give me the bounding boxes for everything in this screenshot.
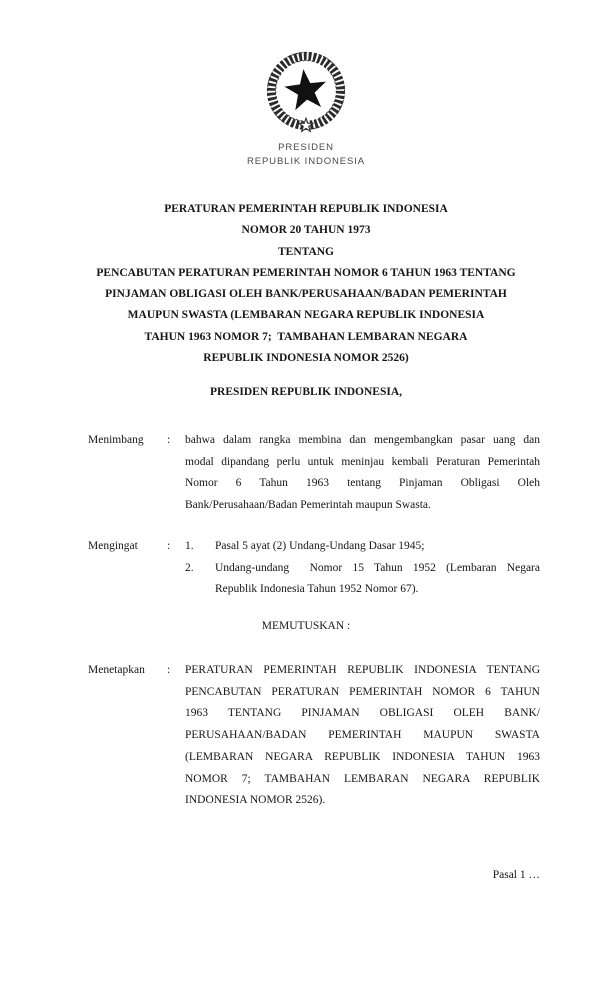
clause-menetapkan xyxy=(88,660,540,812)
clause-body xyxy=(185,536,540,601)
text-line: Bank/Perusahaan/Badan Pemerintah maupun Swasta. xyxy=(185,499,431,512)
text-line: PERATURAN PEMERINTAH REPUBLIK INDONESIA TENTANG xyxy=(185,664,540,676)
text-line: (LEMBARAN NEGARA REPUBLIK INDONESIA TAHUN 1963 xyxy=(185,750,540,763)
text-line: MAUPUN SWASTA (LEMBARAN NEGARA REPUBLIK INDONESIA xyxy=(127,309,485,322)
regulation-title xyxy=(30,199,582,369)
text-line: PENCABUTAN PERATURAN PEMERINTAH NOMOR 6 TAHUN 1963 TENTANG xyxy=(96,266,516,279)
item-number: 2. xyxy=(185,561,194,574)
letterhead-presiden: PRESIDEN xyxy=(278,142,334,153)
clause-body xyxy=(185,660,540,812)
text-line: PERATURAN PEMERINTAH REPUBLIK INDONESIA xyxy=(164,203,448,215)
legal-basis-item xyxy=(185,558,540,601)
legal-basis-item xyxy=(185,536,540,558)
item-number: 1. xyxy=(185,540,194,552)
emblem-container xyxy=(0,50,612,139)
text-line: TENTANG xyxy=(277,245,335,258)
salutation: PRESIDEN REPUBLIK INDONESIA, xyxy=(209,386,403,398)
clause-menimbang xyxy=(88,430,540,517)
clause-colon: : xyxy=(167,664,171,676)
text-line: NOMOR 7; TAMBAHAN LEMBARAN NEGARA REPUBLIK xyxy=(185,772,540,785)
text-line: Undang-undang Nomor 15 Tahun 1952 (Lembaran Negara xyxy=(215,561,540,574)
text-line: modal dipandang perlu untuk meninjau kembali Peraturan Pemerintah xyxy=(185,455,540,468)
clause-colon: : xyxy=(167,434,171,446)
text-line: PINJAMAN OBLIGASI OLEH BANK/PERUSAHAAN/BADAN PEMERINTAH xyxy=(105,288,507,301)
clause-colon: : xyxy=(167,540,171,552)
text-line: 1963 TENTANG PINJAMAN OBLIGASI OLEH BANK/ xyxy=(185,707,540,720)
clause-label: Menimbang xyxy=(88,434,144,446)
text-line: PENCABUTAN PERATURAN PEMERINTAH NOMOR 6 TAHUN xyxy=(185,685,540,698)
text-line: PERUSAHAAN/BADAN PEMERINTAH MAUPUN SWASTA xyxy=(185,729,540,742)
text-line: TAHUN 1963 NOMOR 7; TAMBAHAN LEMBARAN NEGARA xyxy=(144,330,468,343)
text-line: INDONESIA NOMOR 2526). xyxy=(185,794,326,807)
item-text xyxy=(215,558,540,601)
letterhead-republik-indonesia: REPUBLIK INDONESIA xyxy=(246,156,366,167)
clause-mengingat xyxy=(88,536,540,601)
text-line: Nomor 6 Tahun 1963 tentang Pinjaman Obligasi Oleh xyxy=(185,477,540,490)
clause-label: Mengingat xyxy=(88,540,138,552)
star-icon xyxy=(283,67,329,112)
item-text xyxy=(215,536,540,558)
text-line: bahwa dalam rangka membina dan mengembangkan pasar uang dan xyxy=(185,434,540,446)
continuation-note: Pasal 1 … xyxy=(492,869,540,881)
text-line: Republik Indonesia Tahun 1952 Nomor 67). xyxy=(215,583,419,596)
text-line: NOMOR 20 TAHUN 1973 xyxy=(241,224,371,237)
clause-body xyxy=(185,430,540,517)
memutuskan-heading: MEMUTUSKAN : xyxy=(261,620,351,632)
state-emblem-icon xyxy=(251,50,361,134)
text-line: REPUBLIK INDONESIA NOMOR 2526) xyxy=(203,352,409,365)
text-line: Pasal 5 ayat (2) Undang-Undang Dasar 1945; xyxy=(215,540,425,552)
clause-label: Menetapkan xyxy=(88,664,145,676)
